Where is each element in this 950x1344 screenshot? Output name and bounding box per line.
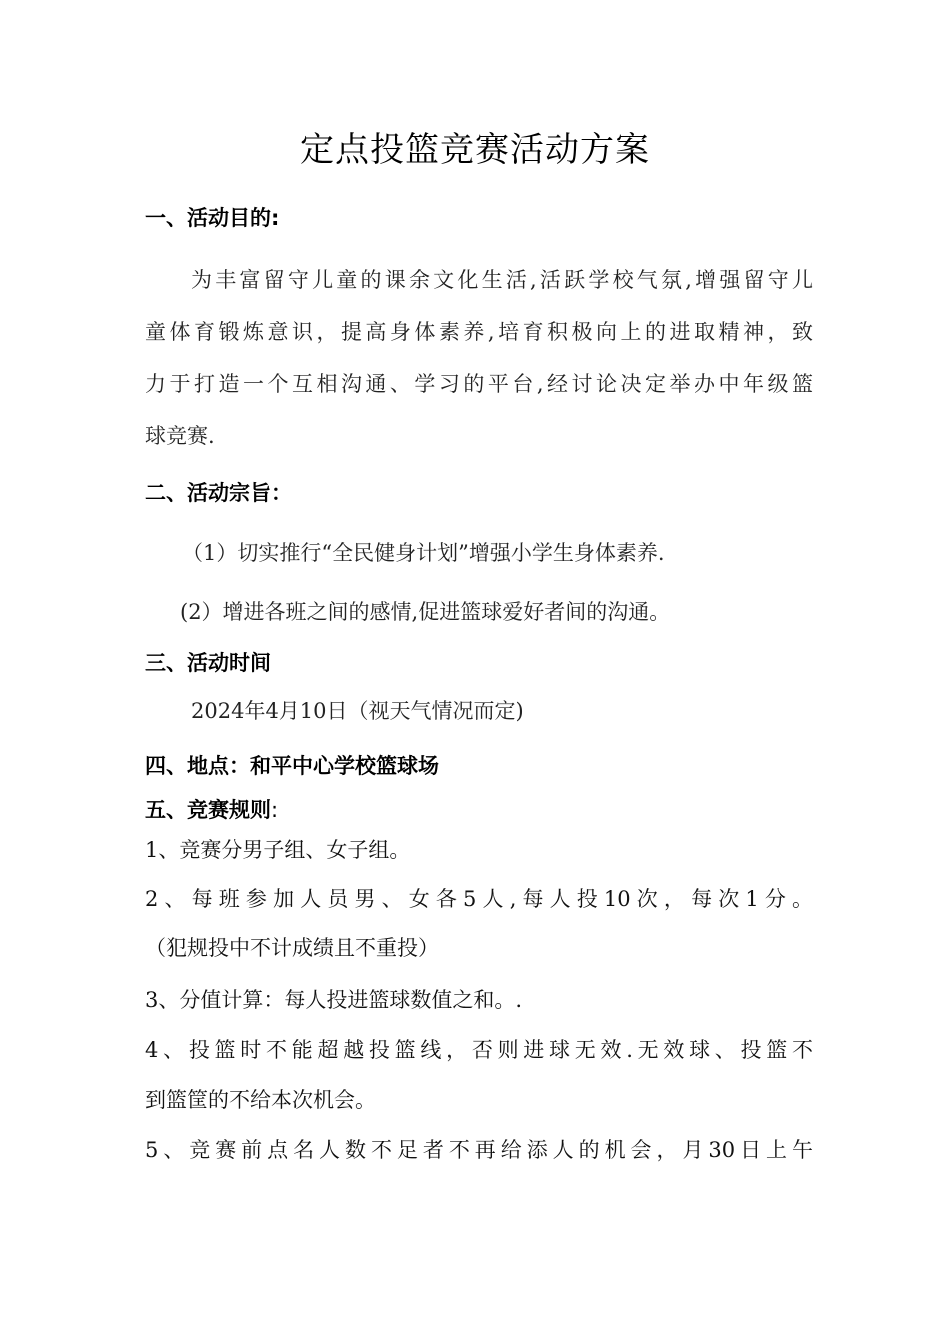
paragraph-line: 为丰富留守儿童的课余文化生活,活跃学校气氛,增强留守儿: [191, 268, 813, 292]
paragraph-line: 童体育锻炼意识，提高身体素养,培育积极向上的进取精神，致: [145, 320, 813, 344]
section-heading-location: 四、地点：和平中心学校篮球场: [145, 754, 439, 778]
rules-heading-text: 五、竞赛规则: [145, 798, 271, 822]
section-heading-rules: [145, 795, 278, 825]
rule-line: 5、竞赛前点名人数不足者不再给添人的机会，月30日上午: [145, 1138, 813, 1162]
rule-line: 2、每班参加人员男、女各5人,每人投10次，每次1分。: [145, 887, 813, 911]
rules-heading-colon: :: [271, 798, 279, 822]
rule-line: 4、投篮时不能超越投篮线，否则进球无效.无效球、投篮不: [145, 1038, 813, 1062]
section-heading-aim: 二、活动宗旨：: [145, 481, 292, 505]
rule-line: 3、分值计算：每人投进篮球数值之和。.: [145, 988, 523, 1012]
paragraph-line: 力于打造一个互相沟通、学习的平台,经讨论决定举办中年级篮: [145, 372, 813, 396]
aim-item-2: (2）增进各班之间的感情,促进篮球爱好者间的沟通。: [180, 600, 671, 624]
document-title: 定点投篮竞赛活动方案: [300, 130, 650, 170]
rule-line: 1、竞赛分男子组、女子组。: [145, 838, 411, 862]
event-date: 2024年4月10日（视天气情况而定): [191, 699, 524, 723]
section-heading-purpose: 一、活动目的:: [145, 206, 280, 230]
section-heading-time: 三、活动时间: [145, 651, 271, 675]
rule-line: 到篮筐的不给本次机会。: [145, 1088, 376, 1112]
purpose-paragraph: [145, 254, 813, 462]
rule-line: （犯规投中不计成绩且不重投）: [145, 936, 439, 960]
paragraph-line: 球竞赛.: [145, 424, 215, 448]
aim-item-1: （1）切实推行“全民健身计划”增强小学生身体素养.: [182, 541, 665, 565]
